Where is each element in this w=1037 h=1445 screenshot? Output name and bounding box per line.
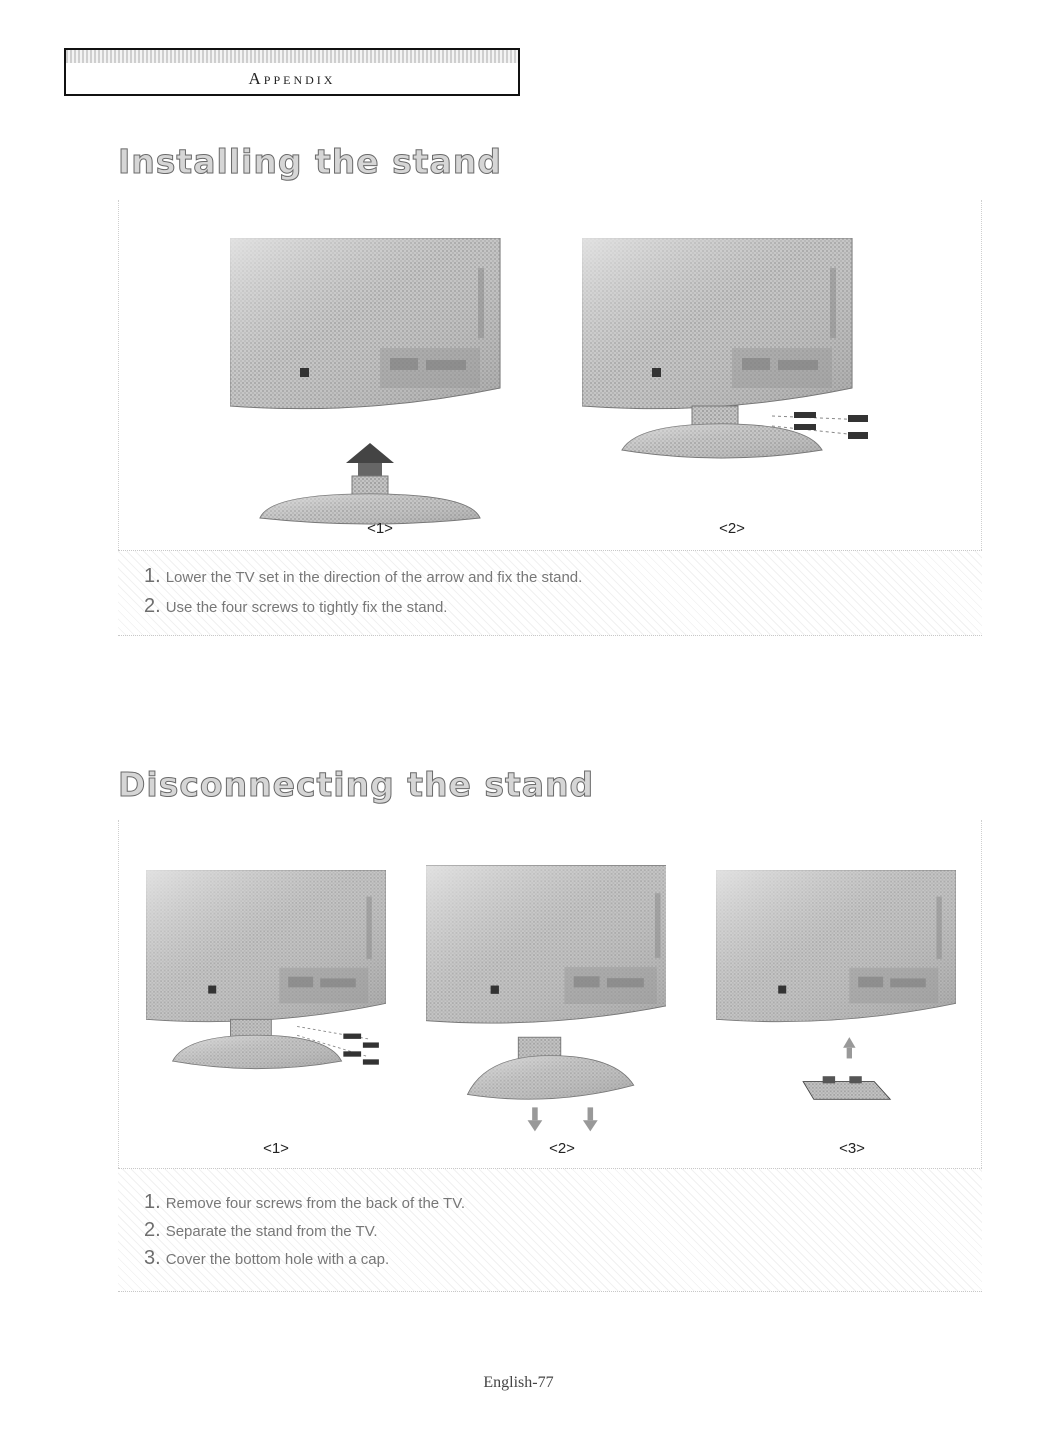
disconnect-figure-1-label: <1> xyxy=(263,1140,289,1157)
disconnect-step-1 xyxy=(144,1191,465,1214)
stand-base-icon xyxy=(260,476,480,524)
step-text: Cover the bottom hole with a cap. xyxy=(165,1251,390,1268)
step-number: 1. xyxy=(144,565,161,587)
disconnecting-title: Disconnecting the stand xyxy=(118,765,595,804)
step-number: 2. xyxy=(144,1219,161,1241)
install-figure-1-label: <1> xyxy=(367,520,393,537)
disconnect-figure-2-label: <2> xyxy=(549,1140,575,1157)
up-arrow-icon xyxy=(843,1037,855,1058)
appendix-header xyxy=(64,48,520,96)
disconnect-figure-3-label: <3> xyxy=(839,1140,865,1157)
tv-back-icon xyxy=(582,238,852,409)
disconnect-steps xyxy=(118,1168,982,1292)
tv-back-icon xyxy=(146,870,386,1022)
install-steps xyxy=(118,550,982,636)
header-label: Appendix xyxy=(248,68,336,88)
tv-back-icon xyxy=(716,870,956,1022)
step-text: Separate the stand from the TV. xyxy=(165,1223,378,1240)
down-arrow-icon xyxy=(528,1107,598,1131)
installing-title: Installing the stand xyxy=(118,142,502,181)
disconnect-figure-2 xyxy=(426,864,666,1149)
step-number: 1. xyxy=(144,1191,161,1213)
disconnect-figure-3 xyxy=(716,870,956,1115)
tv-back-icon xyxy=(426,866,666,1024)
step-number: 2. xyxy=(144,595,161,617)
step-text: Remove four screws from the back of the TV. xyxy=(165,1195,465,1212)
stand-base-icon xyxy=(468,1037,634,1099)
stand-base-icon xyxy=(622,406,822,458)
install-figure-1 xyxy=(230,238,510,543)
stand-base-icon xyxy=(173,1019,342,1068)
install-step-2 xyxy=(144,595,447,618)
disconnect-figure-1 xyxy=(146,870,386,1115)
step-text: Use the four screws to tightly fix the stand. xyxy=(165,599,448,616)
step-text: Lower the TV set in the direction of the arrow and fix the stand. xyxy=(165,569,583,586)
disconnect-step-2 xyxy=(144,1219,378,1242)
page-number: English-77 xyxy=(483,1374,554,1391)
install-figure-2 xyxy=(582,238,882,483)
install-step-1 xyxy=(144,565,582,588)
header-band xyxy=(66,50,518,63)
disconnect-step-3 xyxy=(144,1247,389,1270)
cap-icon xyxy=(803,1076,890,1099)
install-figure-2-label: <2> xyxy=(719,520,745,537)
tv-back-icon xyxy=(230,238,500,409)
step-number: 3. xyxy=(144,1247,161,1269)
